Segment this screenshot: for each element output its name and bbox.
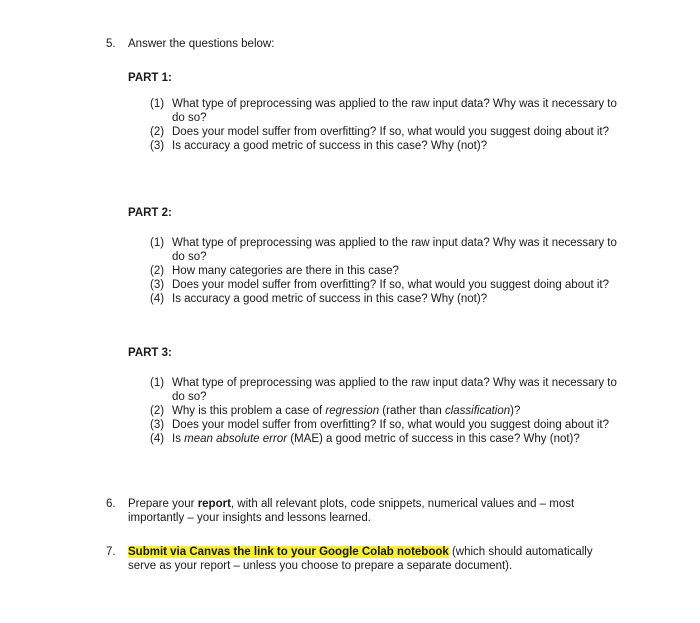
part-3-question-4 (150, 432, 620, 446)
item-6-text (128, 497, 616, 525)
question-text: )? (510, 405, 521, 417)
part-1-question-3 (150, 139, 620, 153)
question-text: How many categories are there in this case? (172, 265, 399, 277)
part-2-question-4 (150, 292, 620, 306)
question-text: Why is this problem a case of (172, 405, 326, 417)
question-text: Is accuracy a good metric of success in this case? Why (not)? (172, 293, 488, 305)
question-text: What type of preprocessing was applied to the raw input data? Why was it necessary to do so? (172, 98, 617, 124)
regression-term: regression (325, 405, 380, 417)
part-2-question-2 (150, 264, 620, 278)
item-7-text-post: (which should automatically serve as your report – unless you choose to prepare a separate document). (128, 546, 593, 572)
question-number: (1) (150, 98, 165, 110)
question-text: (rather than (379, 405, 445, 417)
item-6 (106, 497, 616, 525)
part-2-question-3 (150, 278, 620, 292)
part-3-question-1 (150, 376, 620, 404)
question-number: (3) (150, 140, 165, 152)
question-number: (4) (150, 293, 165, 305)
part-1-questions (150, 97, 620, 153)
question-number: (2) (150, 265, 165, 277)
question-text: What type of preprocessing was applied to the raw input data? Why was it necessary to do so? (172, 377, 617, 403)
question-number: (3) (150, 419, 165, 431)
item-5-number: 5. (106, 38, 116, 50)
question-text: Is (172, 433, 185, 445)
part-3-question-3 (150, 418, 620, 432)
submit-highlight: Submit via Canvas the link to your Google Colab notebook (128, 546, 449, 558)
question-number: (1) (150, 377, 165, 389)
part-3-title: PART 3: (128, 347, 172, 359)
question-number: (1) (150, 237, 165, 249)
item-5-text: Answer the questions below: (128, 38, 275, 50)
part-3-questions (150, 376, 620, 446)
question-text: What type of preprocessing was applied to the raw input data? Why was it necessary to do so? (172, 237, 617, 263)
item-6-text-pre: Prepare your (128, 498, 198, 510)
report-term: report (197, 498, 231, 510)
classification-term: classification (444, 405, 511, 417)
item-5 (106, 37, 626, 51)
item-7-text (128, 545, 596, 573)
item-6-text-post: , with all relevant plots, code snippets, numerical values and – most importantly – your insights and lessons learned. (128, 498, 575, 524)
part-2-question-1 (150, 236, 620, 264)
part-3-question-2 (150, 404, 620, 418)
question-number: (4) (150, 433, 165, 445)
item-6-number: 6. (106, 498, 116, 510)
item-7-number: 7. (106, 546, 116, 558)
part-1-title: PART 1: (128, 72, 172, 84)
mae-term: mean absolute error (184, 433, 288, 445)
question-number: (2) (150, 126, 165, 138)
question-text: (MAE) a good metric of success in this case? Why (not)? (287, 433, 580, 445)
part-1-question-2 (150, 125, 620, 139)
item-7 (106, 545, 596, 573)
part-2-questions (150, 236, 620, 306)
part-2-title: PART 2: (128, 207, 172, 219)
part-1-question-1 (150, 97, 620, 125)
question-text: Does your model suffer from overfitting? If so, what would you suggest doing about it? (172, 419, 610, 431)
question-number: (2) (150, 405, 165, 417)
question-number: (3) (150, 279, 165, 291)
question-text: Is accuracy a good metric of success in this case? Why (not)? (172, 140, 488, 152)
question-text: Does your model suffer from overfitting? If so, what would you suggest doing about it? (172, 279, 610, 291)
question-text: Does your model suffer from overfitting? If so, what would you suggest doing about it? (172, 126, 610, 138)
